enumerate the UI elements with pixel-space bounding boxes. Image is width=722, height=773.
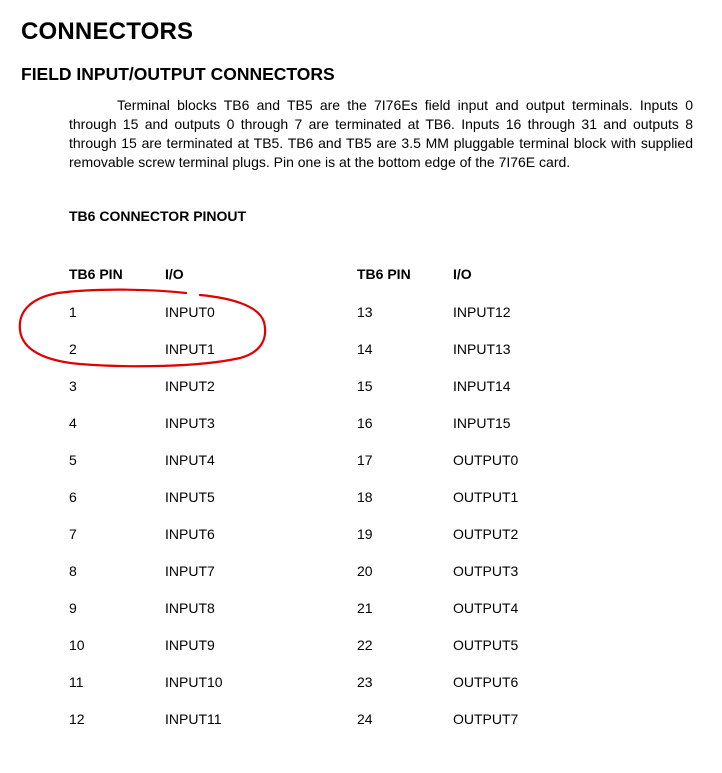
pin-number-left: 11 (69, 674, 84, 690)
section-heading: FIELD INPUT/OUTPUT CONNECTORS (21, 64, 335, 84)
io-signal-left: INPUT2 (165, 378, 215, 394)
pin-number-right: 23 (357, 674, 373, 690)
page-title: CONNECTORS (21, 18, 194, 45)
pin-number-right: 16 (357, 415, 373, 431)
io-signal-right: INPUT13 (453, 341, 511, 357)
pin-number-left: 9 (69, 600, 77, 616)
pin-number-right: 19 (357, 526, 373, 542)
io-signal-right: INPUT12 (453, 304, 511, 320)
io-signal-right: OUTPUT0 (453, 452, 519, 468)
pin-number-right: 21 (357, 600, 373, 616)
io-signal-right: INPUT14 (453, 378, 511, 394)
pin-number-left: 6 (69, 489, 77, 505)
pin-number-left: 2 (69, 341, 77, 357)
io-signal-right: OUTPUT4 (453, 600, 519, 616)
io-signal-left: INPUT9 (165, 637, 215, 653)
table-title: TB6 CONNECTOR PINOUT (69, 208, 247, 224)
io-signal-left: INPUT3 (165, 415, 215, 431)
pin-number-left: 12 (69, 711, 85, 727)
io-signal-left: INPUT6 (165, 526, 215, 542)
io-signal-left: INPUT1 (165, 341, 215, 357)
header-pin-right: TB6 PIN (357, 266, 411, 282)
io-signal-left: INPUT5 (165, 489, 215, 505)
io-signal-right: OUTPUT5 (453, 637, 519, 653)
io-signal-right: OUTPUT7 (453, 711, 519, 727)
pin-number-left: 8 (69, 563, 77, 579)
pin-number-right: 15 (357, 378, 373, 394)
io-signal-right: OUTPUT6 (453, 674, 519, 690)
description-paragraph: Terminal blocks TB6 and TB5 are the 7I76Es field input and output terminals. Inputs 0 through 15 and outputs 0 through 7 are terminated at TB6. Inputs 16 through 31 and outputs 8 through 15 are terminated at TB5. TB6 and TB5 are 3.5 MM pluggable terminal block with supplied removable screw terminal plugs. Pin one is at the bottom edge of the 7I76E card. (69, 97, 693, 170)
io-signal-right: OUTPUT3 (453, 563, 519, 579)
io-signal-left: INPUT4 (165, 452, 215, 468)
io-signal-left: INPUT0 (165, 304, 215, 320)
pin-number-left: 10 (69, 637, 85, 653)
pin-number-left: 5 (69, 452, 77, 468)
pin-number-left: 3 (69, 378, 77, 394)
io-signal-right: OUTPUT2 (453, 526, 519, 542)
pin-number-left: 7 (69, 526, 77, 542)
io-signal-left: INPUT7 (165, 563, 215, 579)
io-signal-right: INPUT15 (453, 415, 511, 431)
header-io-right: I/O (453, 266, 472, 282)
pin-number-right: 17 (357, 452, 373, 468)
io-signal-right: OUTPUT1 (453, 489, 519, 505)
pin-number-left: 1 (69, 304, 77, 320)
pin-number-left: 4 (69, 415, 77, 431)
io-signal-left: INPUT10 (165, 674, 223, 690)
pin-number-right: 22 (357, 637, 373, 653)
pin-number-right: 14 (357, 341, 373, 357)
io-signal-left: INPUT8 (165, 600, 215, 616)
pin-number-right: 24 (357, 711, 373, 727)
pin-number-right: 20 (357, 563, 373, 579)
hand-drawn-circle-stroke (20, 290, 265, 367)
pin-number-right: 13 (357, 304, 373, 320)
io-signal-left: INPUT11 (165, 711, 222, 727)
pin-number-right: 18 (357, 489, 373, 505)
header-pin-left: TB6 PIN (69, 266, 123, 282)
header-io-left: I/O (165, 266, 184, 282)
